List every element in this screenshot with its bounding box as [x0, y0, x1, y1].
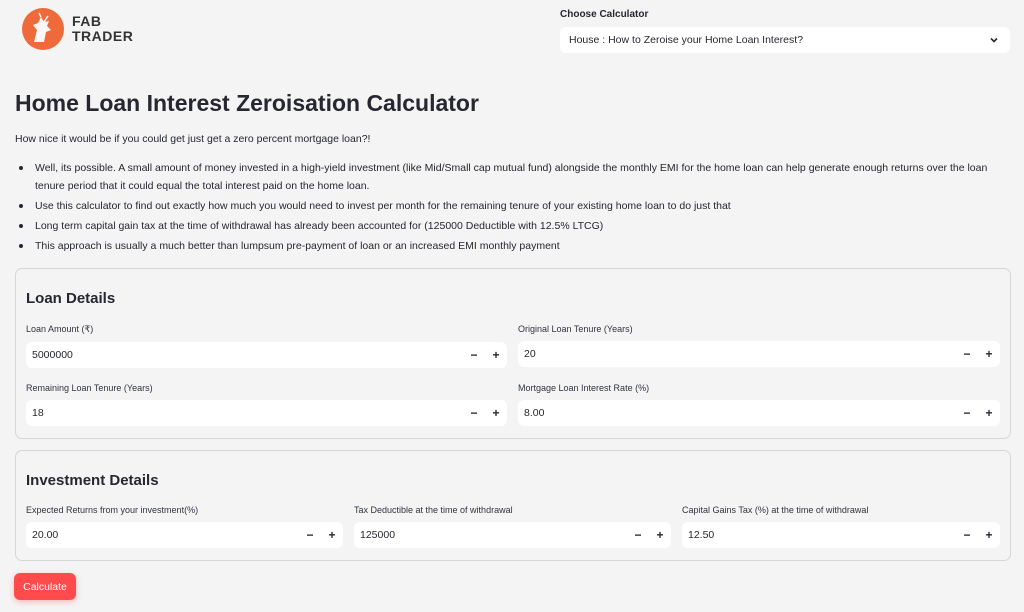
remaining-tenure-input[interactable]: [26, 400, 507, 426]
interest-rate-value: 8.00: [524, 407, 545, 419]
remaining-tenure-value: 18: [32, 407, 44, 419]
decrement-button[interactable]: −: [306, 528, 314, 542]
decrement-button[interactable]: −: [963, 406, 971, 420]
increment-button[interactable]: +: [328, 528, 336, 542]
interest-rate-field: [518, 383, 1000, 426]
brand-name-line1: FAB: [72, 13, 102, 29]
decrement-button[interactable]: −: [963, 347, 971, 361]
tax-deductible-label: Tax Deductible at the time of withdrawal: [354, 505, 513, 515]
calculator-chooser: [560, 9, 1010, 53]
decrement-button[interactable]: −: [963, 528, 971, 542]
expected-returns-input[interactable]: [26, 522, 343, 548]
loan-amount-input[interactable]: [26, 342, 507, 368]
capital-gains-tax-field: [682, 505, 1000, 548]
brand-name-line2: TRADER: [72, 28, 134, 44]
interest-rate-input[interactable]: [518, 400, 1000, 426]
capital-gains-tax-label: Capital Gains Tax (%) at the time of withdrawal: [682, 505, 869, 515]
increment-button[interactable]: +: [985, 528, 993, 542]
loan-amount-field: [26, 324, 507, 368]
info-bullet: Long term capital gain tax at the time of withdrawal has already been accounted for (125000 Deductible with 12.5% LTCG): [15, 217, 1010, 235]
remaining-tenure-field: [26, 383, 507, 426]
decrement-button[interactable]: −: [634, 528, 642, 542]
expected-returns-label: Expected Returns from your investment(%): [26, 505, 199, 515]
tax-deductible-input[interactable]: [354, 522, 671, 548]
page-title: Home Loan Interest Zeroisation Calculator: [15, 90, 479, 116]
interest-rate-label: Mortgage Loan Interest Rate (%): [518, 383, 650, 393]
loan-details-title: Loan Details: [26, 290, 116, 307]
investment-details-panel: [15, 450, 1011, 561]
original-tenure-field: [518, 324, 1000, 367]
capital-gains-tax-input[interactable]: [682, 522, 1000, 548]
info-bullet: Well, its possible. A small amount of money invested in a high-yield investment (like Mid/Small cap mutual fund) alongside the monthly EMI for the home loan can help generate enough returns over the loan tenure period that it could equal the total interest paid on the home loan.: [15, 159, 1010, 195]
loan-amount-label: Loan Amount (₹): [26, 324, 94, 334]
increment-button[interactable]: +: [985, 347, 993, 361]
increment-button[interactable]: +: [492, 406, 500, 420]
capital-gains-tax-value: 12.50: [688, 529, 715, 541]
tax-deductible-value: 125000: [360, 529, 396, 541]
bull-logo-icon: [22, 8, 64, 50]
calculate-button[interactable]: Calculate: [14, 573, 76, 600]
expected-returns-value: 20.00: [32, 529, 59, 541]
increment-button[interactable]: +: [656, 528, 664, 542]
decrement-button[interactable]: −: [470, 406, 478, 420]
brand-logo[interactable]: [22, 8, 133, 50]
brand-name: [72, 14, 133, 44]
info-bullet-list: [15, 159, 1010, 257]
original-tenure-input[interactable]: [518, 341, 1000, 367]
info-bullet: Use this calculator to find out exactly how much you would need to invest per month for the remaining tenure of your existing home loan to do just that: [15, 197, 1010, 215]
increment-button[interactable]: +: [492, 348, 500, 362]
investment-details-title: Investment Details: [26, 472, 159, 489]
original-tenure-value: 20: [524, 348, 536, 360]
increment-button[interactable]: +: [985, 406, 993, 420]
info-bullet: This approach is usually a much better than lumpsum pre-payment of loan or an increased EMI monthly payment: [15, 237, 1010, 255]
calculator-select-value: House : How to Zeroise your Home Loan Interest?: [569, 34, 804, 46]
tax-deductible-field: [354, 505, 671, 548]
remaining-tenure-label: Remaining Loan Tenure (Years): [26, 383, 153, 393]
chooser-label: Choose Calculator: [560, 9, 649, 20]
calculator-select[interactable]: [560, 27, 1010, 53]
chevron-down-icon: [988, 34, 1000, 46]
loan-amount-value: 5000000: [32, 349, 73, 361]
expected-returns-field: [26, 505, 343, 548]
intro-text: How nice it would be if you could get just get a zero percent mortgage loan?!: [15, 133, 371, 145]
decrement-button[interactable]: −: [470, 348, 478, 362]
original-tenure-label: Original Loan Tenure (Years): [518, 324, 633, 334]
loan-details-panel: [15, 268, 1011, 439]
